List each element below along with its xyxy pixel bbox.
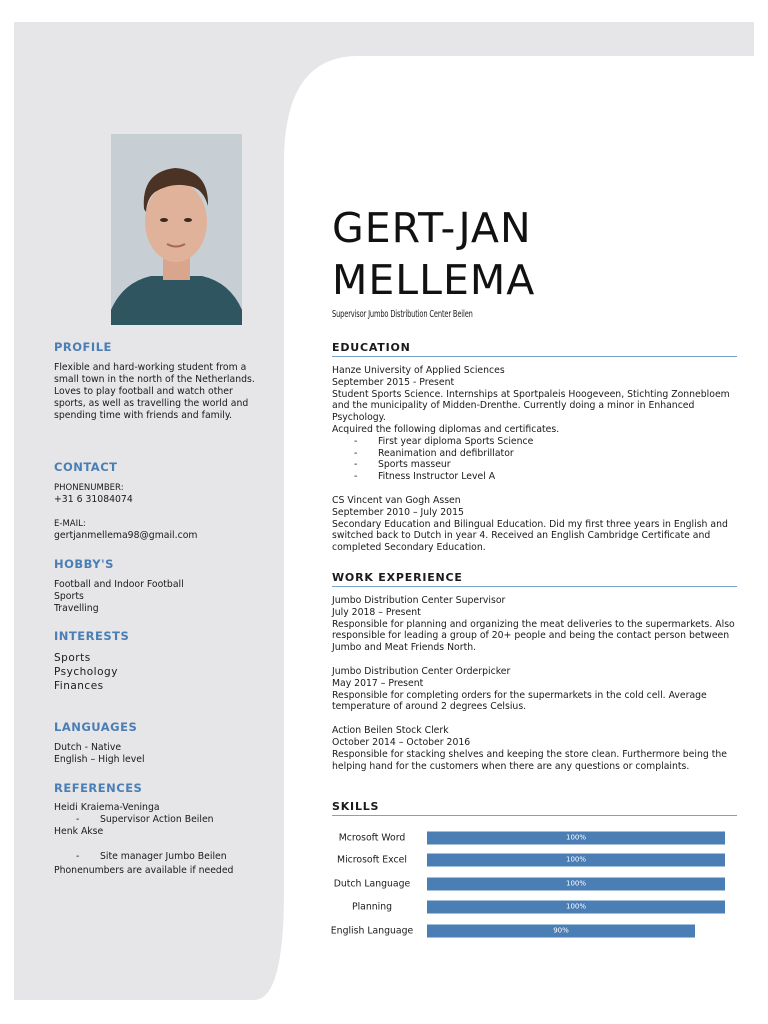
education-date: September 2015 - Present [332, 376, 455, 388]
education-description: Secondary Education and Bilingual Education. Did my first three years in English and switched back to Dutch in year 4. Received an English Cambridge Certificate and completed Secondary Education. [332, 518, 728, 554]
diploma-item: - First year diploma Sports Science [332, 436, 737, 448]
skill-row [332, 848, 737, 872]
language-item: Dutch - Native [54, 742, 122, 753]
work-section [332, 595, 737, 772]
skill-row [332, 826, 737, 850]
job-title-entry: Action Beilen Stock Clerk [332, 725, 449, 737]
references-heading: REFERENCES [54, 781, 143, 795]
skill-value: 100% [565, 855, 586, 864]
education-section [332, 365, 737, 554]
skill-row [332, 872, 737, 896]
diploma-item: - Fitness Instructor Level A [332, 471, 737, 483]
profile-heading: PROFILE [54, 340, 112, 354]
reference-role: - Supervisor Action Beilen [54, 814, 312, 826]
last-name: MELLEMA [332, 256, 536, 304]
phone-number: +31 6 31084074 [54, 494, 133, 505]
hobby-item: Football and Indoor Football [54, 579, 184, 590]
work-heading: WORK EXPERIENCE [332, 571, 737, 587]
languages-heading: LANGUAGES [54, 720, 138, 734]
reference-name: Heidi Kraiema-Veninga [54, 802, 160, 813]
skill-value: 100% [565, 833, 586, 842]
sidebar [54, 0, 269, 876]
diplomas-intro: Acquired the following diplomas and certificates. [332, 423, 560, 435]
school-name: Hanze University of Applied Sciences [332, 365, 505, 376]
skill-label: Dutch Language [333, 878, 411, 890]
school-name: CS Vincent van Gogh Assen [332, 494, 461, 506]
skill-value: 90% [553, 926, 569, 935]
profile-photo [111, 134, 242, 325]
skills-heading: SKILLS [332, 800, 737, 816]
profile-text: Flexible and hard-working student from a small town in the north of the Netherlands. Loves to play football and watch other sports, as well as travelling the world and spending time with friends and family. [54, 362, 255, 421]
interests-heading: INTERESTS [54, 629, 130, 643]
education-date: September 2010 – July 2015 [332, 506, 464, 518]
diploma-item: - Reanimation and defibrillator [332, 448, 737, 460]
job-date: July 2018 – Present [332, 606, 421, 618]
hobby-item: Travelling [54, 603, 99, 614]
job-title-entry: Jumbo Distribution Center Orderpicker [332, 665, 511, 677]
job-date: May 2017 – Present [332, 677, 424, 689]
references-note: Phonenumbers are available if needed [54, 865, 234, 876]
reference-role: - Site manager Jumbo Beilen [54, 851, 312, 863]
interest-item: Psychology [54, 666, 118, 678]
skill-value: 100% [565, 902, 586, 911]
skill-row [332, 895, 737, 919]
hobbys-heading: HOBBY'S [54, 557, 114, 571]
job-description: Responsible for planning and organizing the meat deliveries to the supermarkets. Also responsible for leading a group of 20+ people and being the contact person between Jumbo and Meat Friends North. [332, 618, 735, 654]
phone-label: PHONENUMBER: [54, 483, 124, 493]
skill-label: English Language [330, 925, 414, 937]
interest-item: Sports [54, 652, 91, 664]
skill-label: Planning [351, 901, 393, 913]
education-description: Student Sports Science. Internships at Sportpaleis Hoogeveen, Stichting Zonnebloem and the municipality of Midden-Drenthe. Currently doing a minor in Enhanced Psychology. [332, 388, 730, 424]
hobby-item: Sports [54, 591, 84, 602]
candidate-name [332, 202, 535, 306]
skill-value: 100% [565, 879, 586, 888]
language-item: English – High level [54, 754, 145, 765]
skill-row [332, 919, 737, 943]
contact-heading: CONTACT [54, 460, 118, 474]
job-description: Responsible for stacking shelves and keeping the store clean. Furthermore being the helping hand for the customers when there are any questions or complaints. [332, 748, 727, 772]
job-title-entry: Jumbo Distribution Center Supervisor [332, 595, 506, 606]
job-description: Responsible for completing orders for the supermarkets in the cold cell. Average temperature of around 2 degrees Celsius. [332, 689, 707, 713]
interest-item: Finances [54, 680, 104, 692]
job-date: October 2014 – October 2016 [332, 736, 471, 748]
skill-label: Mcrosoft Word [338, 832, 406, 844]
email-address[interactable]: gertjanmellema98@gmail.com [54, 530, 198, 541]
job-title: Supervisor Jumbo Distribution Center Beilen [332, 309, 473, 320]
reference-name: Henk Akse [54, 826, 104, 837]
skill-label: Microsoft Excel [337, 854, 407, 866]
first-name: GERT-JAN [332, 204, 532, 252]
education-heading: EDUCATION [332, 341, 737, 357]
diploma-item: - Sports masseur [332, 459, 737, 471]
email-label: E-MAIL: [54, 519, 86, 529]
